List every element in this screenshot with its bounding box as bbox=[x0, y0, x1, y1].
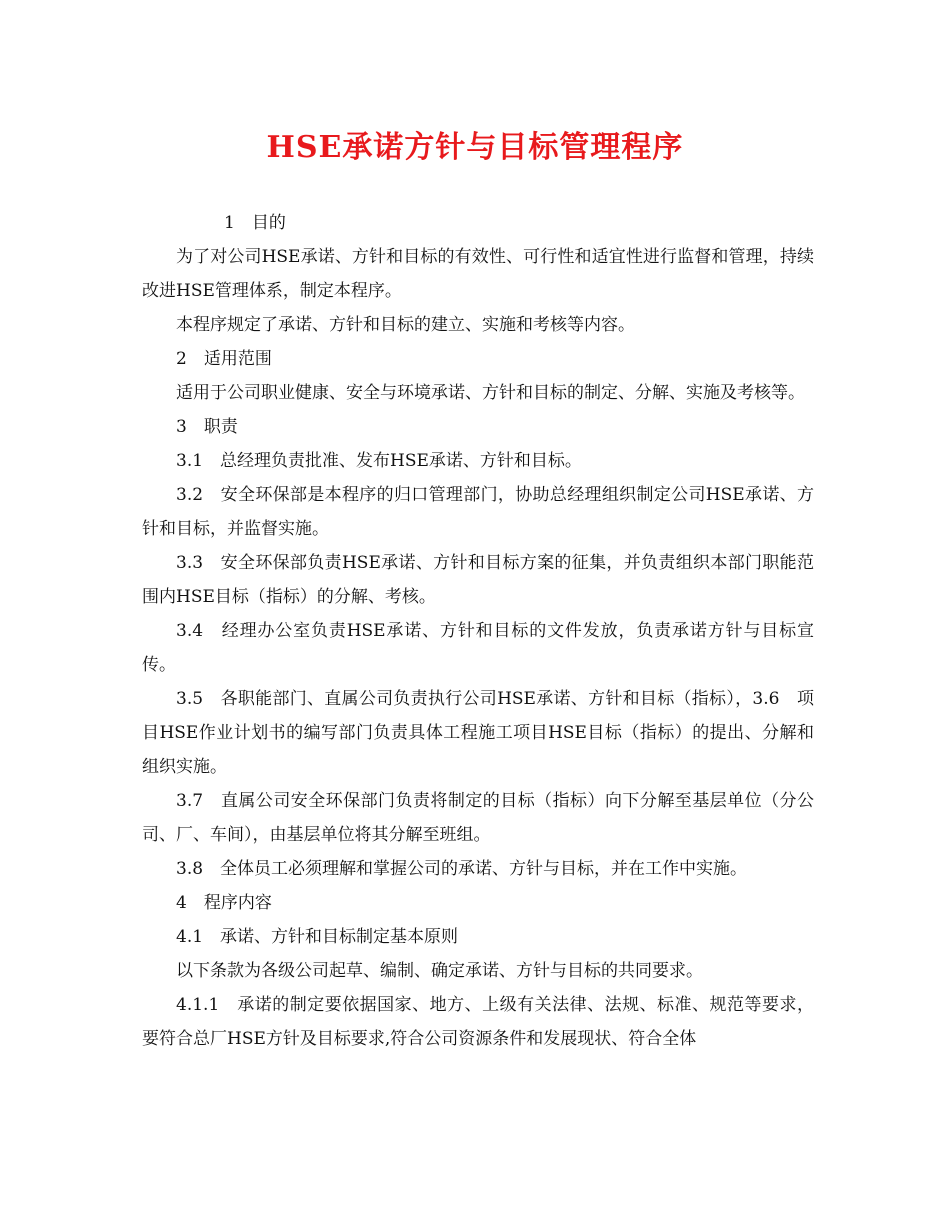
clause-3-4: 3.4 经理办公室负责HSE承诺、方针和目标的文件发放，负责承诺方针与目标宣传。 bbox=[142, 621, 814, 675]
document-body bbox=[142, 206, 814, 1056]
paragraph-purpose: 为了对公司HSE承诺、方针和目标的有效性、可行性和适宜性进行监督和管理，持续改进HSE管理体系，制定本程序。 bbox=[142, 247, 814, 301]
section-heading-2: 2 适用范围 bbox=[176, 349, 272, 369]
clause-4-1: 4.1 承诺、方针和目标制定基本原则 bbox=[176, 927, 459, 947]
clause-3-1: 3.1 总经理负责批准、发布HSE承诺、方针和目标。 bbox=[176, 451, 582, 471]
section-heading-4: 4 程序内容 bbox=[176, 893, 272, 913]
clause-3-2: 3.2 安全环保部是本程序的归口管理部门，协助总经理组织制定公司HSE承诺、方针和目标，并监督实施。 bbox=[142, 485, 814, 539]
clause-3-7: 3.7 直属公司安全环保部门负责将制定的目标（指标）向下分解至基层单位（分公司、厂、车间），由基层单位将其分解至班组。 bbox=[142, 791, 814, 845]
clause-3-3: 3.3 安全环保部负责HSE承诺、方针和目标方案的征集，并负责组织本部门职能范围内HSE目标（指标）的分解、考核。 bbox=[142, 553, 814, 607]
paragraph-scope-note: 本程序规定了承诺、方针和目标的建立、实施和考核等内容。 bbox=[176, 315, 635, 335]
paragraph-common-requirements: 以下条款为各级公司起草、编制、确定承诺、方针与目标的共同要求。 bbox=[176, 961, 703, 981]
clause-3-8: 3.8 全体员工必须理解和掌握公司的承诺、方针与目标，并在工作中实施。 bbox=[176, 859, 748, 879]
section-heading-3: 3 职责 bbox=[176, 417, 238, 437]
document-title: HSE承诺方针与目标管理程序 bbox=[266, 130, 684, 165]
clause-4-1-1: 4.1.1 承诺的制定要依据国家、地方、上级有关法律、法规、标准、规范等要求，要符合总厂HSE方针及目标要求,符合公司资源条件和发展现状、符合全体 bbox=[142, 995, 814, 1049]
clause-3-5-3-6: 3.5 各职能部门、直属公司负责执行公司HSE承诺、方针和目标（指标），3.6 项目HSE作业计划书的编写部门负责具体工程施工项目HSE目标（指标）的提出、分解和组织实施。 bbox=[142, 689, 814, 777]
section-heading-1: 1 目的 bbox=[224, 213, 286, 233]
paragraph-applicability: 适用于公司职业健康、安全与环境承诺、方针和目标的制定、分解、实施及考核等。 bbox=[176, 383, 805, 403]
